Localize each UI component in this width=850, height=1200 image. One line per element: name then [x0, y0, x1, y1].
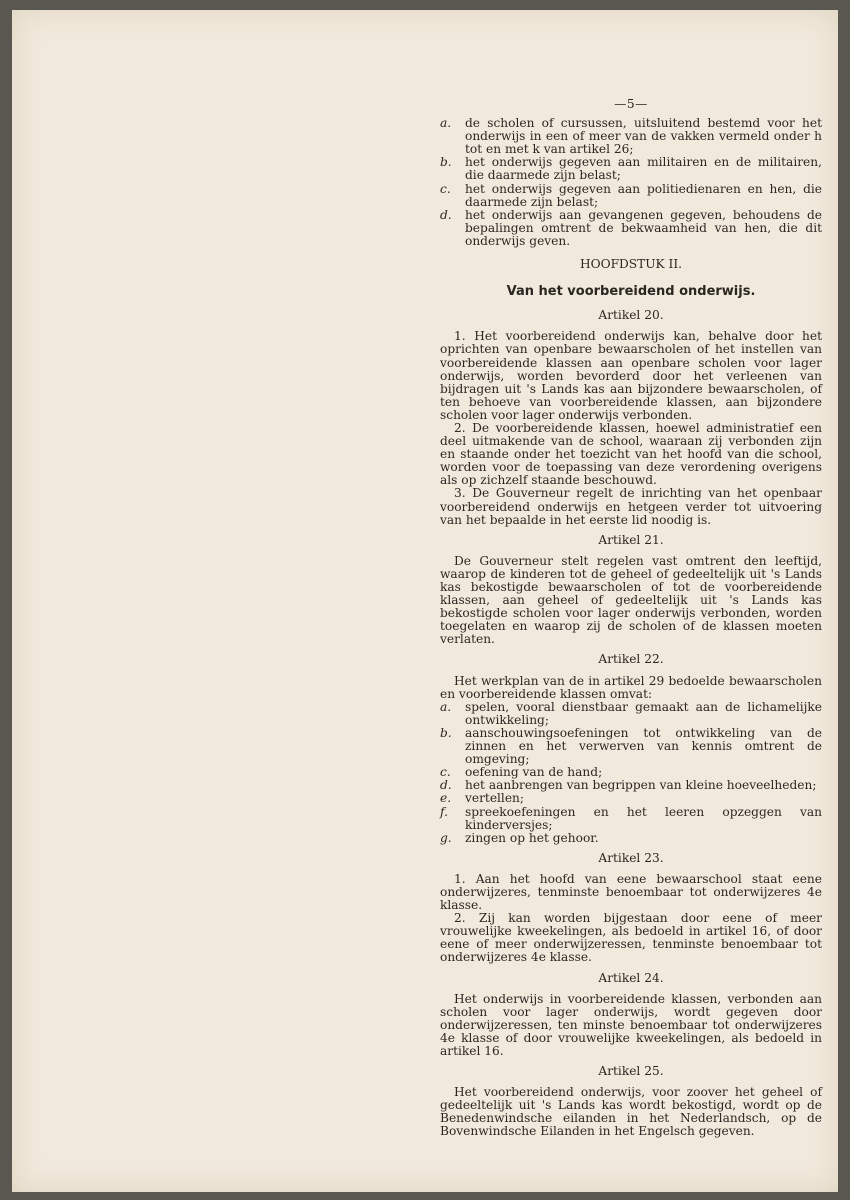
list-item: e. vertellen;	[440, 791, 524, 806]
paragraph: Het onderwijs in voorbereidende klassen, verbonden aan scholen voor lager onderwijs, wordt gegeven door onderwijzeressen, ten minste benoembaar tot onderwijzeres 4e klasse of door vrouwelijke kweekelingen, als bedoeld in artikel 16.	[440, 991, 822, 1058]
document-page	[12, 10, 838, 1192]
chapter-title: Van het voorbereidend onderwijs.	[506, 284, 756, 300]
list-item: a. de scholen of cursussen, uitsluitend bestemd voor het onderwijs in een of meer van de vakken vermeld onder h tot en met k van artikel 26;	[440, 116, 822, 157]
intro-list	[440, 117, 822, 248]
article-22-list	[440, 701, 822, 845]
article-21-heading: Artikel 21.	[598, 532, 664, 547]
list-item: d. het onderwijs aan gevangenen gegeven, behoudens de bepalingen omtrent de bekwaamheid van hen, die dit onderwijs geven.	[440, 207, 822, 248]
paragraph: Het werkplan van de in artikel 29 bedoelde bewaarscholen en voorbereidende klassen omvat:	[440, 673, 822, 701]
article-24-heading: Artikel 24.	[598, 970, 664, 985]
list-item: b. aanschouwingsoefeningen tot ontwikkeling van de zinnen en het verwerven van kennis omtrent de omgeving;	[440, 725, 822, 767]
list-item: b. het onderwijs gegeven aan militairen en de militairen, die daarmede zijn belast;	[440, 155, 822, 183]
paragraph: 3. De Gouverneur regelt de inrichting van het openbaar voorbereidend onderwijs en hetgeen verder tot uitvoering van het bepaalde in het eerste lid noodig is.	[440, 486, 822, 527]
paragraph: 2. De voorbereidende klassen, hoewel administratief een deel uitmakende van de school, waaraan zij verbonden zijn en staande onder het toezicht van het hoofd van die school, worden voor de toepassing van deze verordening overigens als op zichzelf staande beschouwd.	[440, 420, 822, 488]
list-item: f. spreekoefeningen en het leeren opzeggen van kinderversjes;	[440, 804, 822, 832]
list-item: c. het onderwijs gegeven aan politiedienaren en hen, die daarmede zijn belast;	[440, 181, 822, 209]
page-number: —5—	[614, 97, 648, 111]
article-23-heading: Artikel 23.	[598, 850, 664, 865]
article-25-heading: Artikel 25.	[598, 1064, 664, 1079]
list-item: g. zingen op het gehoor.	[440, 830, 599, 845]
article-20-heading: Artikel 20.	[598, 308, 664, 323]
paragraph: De Gouverneur stelt regelen vast omtrent den leeftijd, waarop de kinderen tot de geheel of gedeeltelijk uit 's Lands kas bekostigde bewaarscholen of tot de voorbereidende klassen, aan geheel of gedeeltelijk uit 's Lands kas bekostigde scholen voor lager onderwijs verbonden, worden toegelaten en waarop zij de scholen of de klassen moeten verlaten.	[440, 553, 822, 647]
list-item: d. het aanbrengen van begrippen van kleine hoeveelheden;	[440, 778, 817, 793]
text-column	[440, 98, 822, 1139]
paragraph: 1. Het voorbereidend onderwijs kan, behalve door het oprichten van openbare bewaarscholen of het instellen van voorbereidende klassen aan openbare scholen voor lager onderwijs, worden bevorderd door het verleenen van bijdragen uit 's Lands kas aan bijzondere bewaarscholen, of ten behoeve van voorbereidende klassen, aan bijzondere scholen voor lager onderwijs verbonden.	[440, 329, 822, 422]
paragraph: 2. Zij kan worden bijgestaan door eene of meer vrouwelijke kweekelingen, als bedoeld in artikel 16, of door eene of meer onderwijzeressen, tenminste benoembaar tot onderwijzeres 4e klasse.	[440, 911, 822, 965]
paragraph: 1. Aan het hoofd van eene bewaarschool staat eene onderwijzeres, tenminste benoembaar tot onderwijzeres 4e klasse.	[440, 871, 822, 913]
paragraph: Het voorbereidend onderwijs, voor zoover het geheel of gedeeltelijk uit 's Lands kas wordt bekostigd, wordt op de Benedenwindsche eilanden in het Nederlandsch, op de Bovenwindsche Eilanden in het Engelsch gegeven.	[440, 1085, 822, 1139]
list-item: a. spelen, vooral dienstbaar gemaakt aan de lichamelijke ontwikkeling;	[440, 699, 822, 727]
list-item: c. oefening van de hand;	[440, 765, 603, 780]
chapter-heading: HOOFDSTUK II.	[579, 257, 683, 272]
article-22-heading: Artikel 22.	[598, 652, 664, 667]
